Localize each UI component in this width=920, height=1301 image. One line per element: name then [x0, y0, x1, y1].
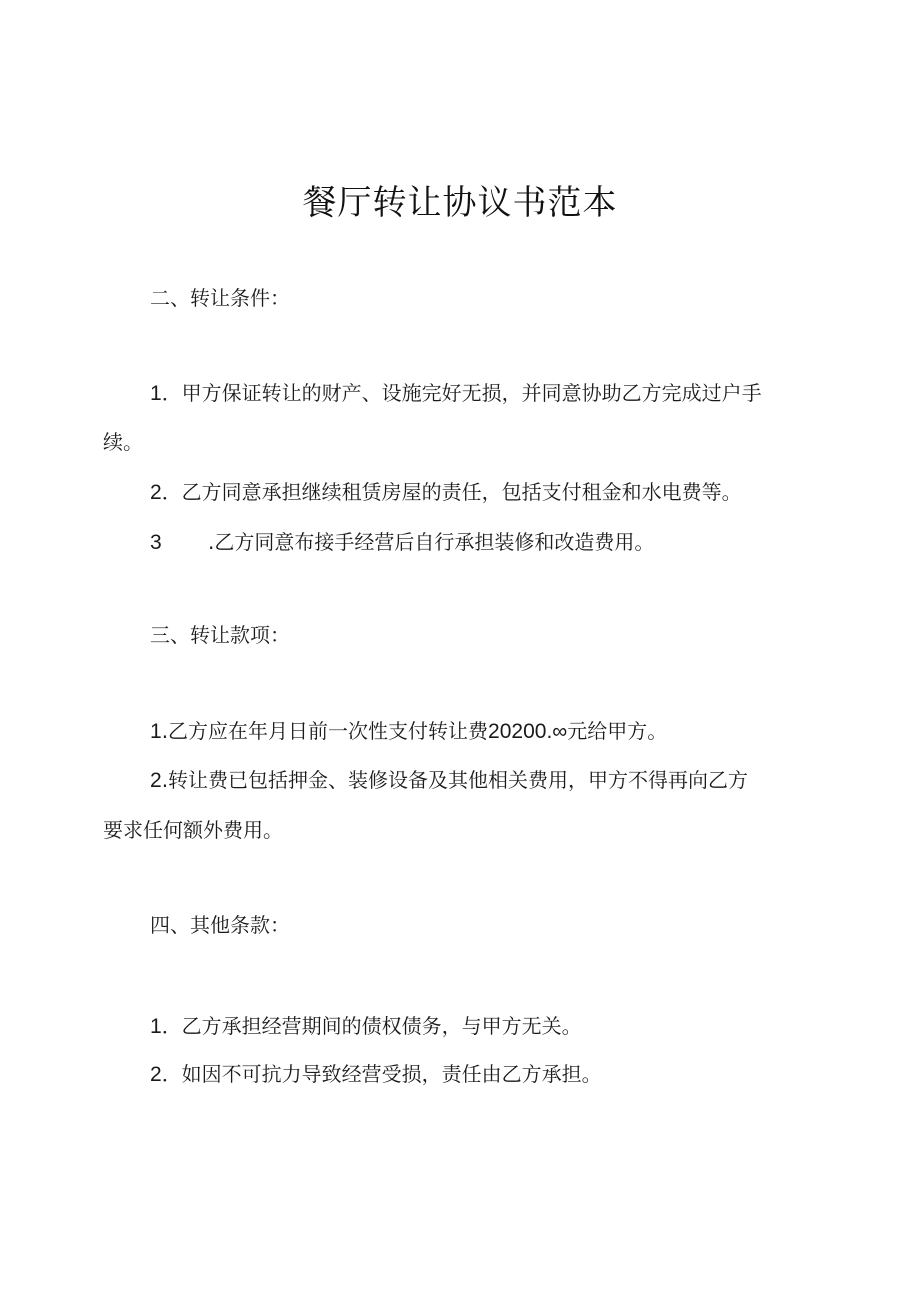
clause-number: 1	[150, 720, 162, 743]
clause-2-1-continuation: 续。	[103, 430, 143, 454]
clause-4-1	[150, 1011, 582, 1042]
clause-2-3	[150, 527, 654, 558]
clause-number: 2	[150, 1063, 162, 1086]
clause-text: .乙方应在年月日前一次性支付转让费	[161, 719, 489, 743]
clause-4-2	[150, 1059, 602, 1090]
document-title: 餐厅转让协议书范本	[302, 183, 618, 223]
clause-number: 3	[150, 531, 162, 554]
clause-text: ．乙方同意承担继续租赁房屋的责任，包括支付租金和水电费等。	[161, 480, 742, 504]
clause-number: 1	[150, 382, 162, 405]
clause-number: 2	[150, 769, 162, 792]
clause-number: 1	[150, 1015, 162, 1038]
clause-text: ．甲方保证转让的财产、设施完好无损，并同意协助乙方完成过户手	[161, 381, 762, 405]
section-heading-transfer-conditions: 二、转让条件：	[150, 286, 290, 310]
clause-3-2-continuation: 要求任何额外费用。	[103, 818, 283, 842]
clause-text: ．乙方承担经营期间的债权债务，与甲方无关。	[161, 1014, 582, 1038]
transfer-fee-amount: 20200.∞	[488, 720, 568, 743]
clause-number: 2	[150, 481, 162, 504]
clause-text: .乙方同意布接手经营后自行承担装修和改造费用。	[208, 530, 655, 554]
section-heading-transfer-payment: 三、转让款项：	[150, 623, 290, 647]
clause-text: 元给甲方。	[567, 719, 668, 743]
clause-3-1	[150, 716, 667, 747]
section-heading-other-terms: 四、其他条款：	[150, 913, 290, 937]
clause-text: ．如因不可抗力导致经营受损，责任由乙方承担。	[161, 1062, 602, 1086]
clause-2-2	[150, 477, 742, 508]
clause-text: .转让费已包括押金、装修设备及其他相关费用，甲方不得再向乙方	[161, 768, 749, 792]
clause-2-1	[150, 378, 762, 409]
clause-3-2	[150, 765, 748, 796]
